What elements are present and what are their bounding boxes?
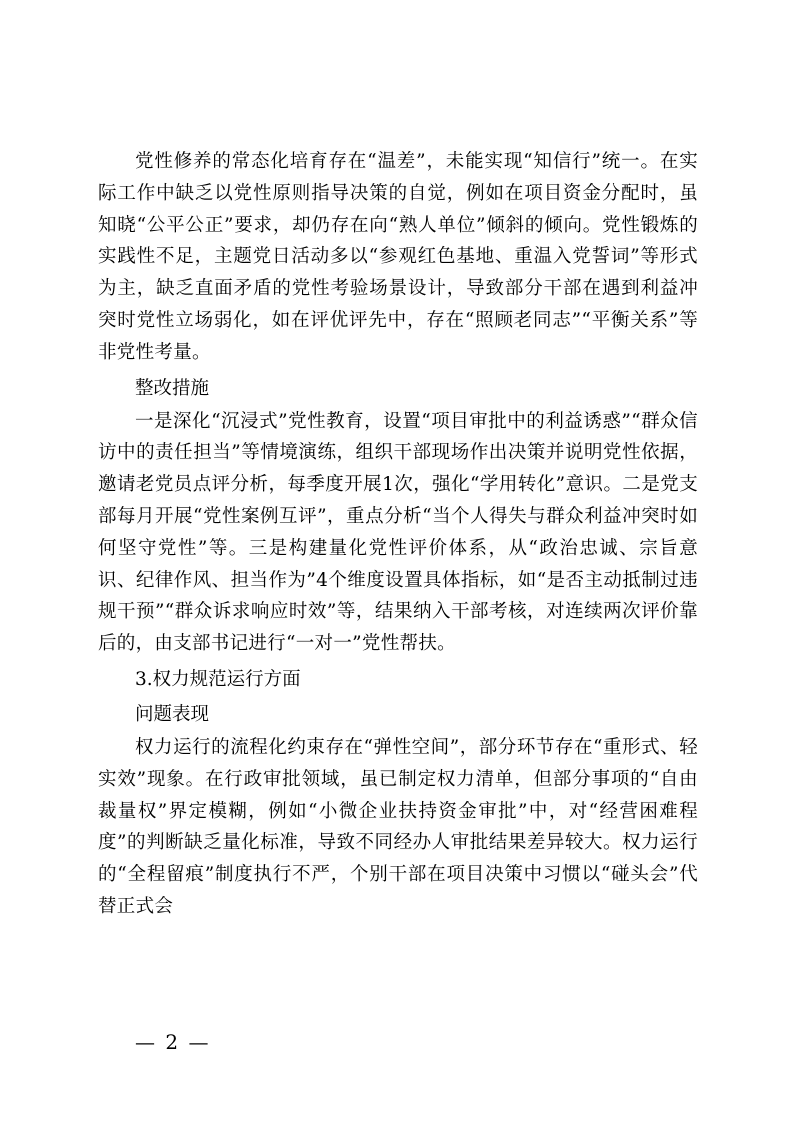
paragraph-power-operation-problem: 权力运行的流程化约束存在“弹性空间”，部分环节存在“重形式、轻实效”现象。在行政审批领域，虽已制定权力清单，但部分事项的“自由裁量权”界定模糊，例如“小微企业扶持资金审批”中，对“经营困难程度”的判断缺乏量化标准，导致不同经办人审批结果差异较大。权力运行的“全程留痕”制度执行不严，个别干部在项目决策中习惯以“碰头会”代替正式会 — [98, 736, 698, 917]
heading-rectification-measures: 整改措施 — [135, 377, 210, 399]
heading-problem-manifestation: 问题表现 — [135, 703, 210, 725]
paragraph-rectification-measures: 一是深化“沉浸式”党性教育，设置“项目审批中的利益诱惑”“群众信访中的责任担当”等情境演练，组织干部现场作出决策并说明党性依据，邀请老党员点评分析，每季度开展1次，强化“学用转化”意识。二是党支部每月开展“党性案例互评”，重点分析“当个人得失与群众利益冲突时如何坚守党性”等。三是构建量化党性评价体系，从“政治忠诚、宗旨意识、纪律作风、担当作为”4个维度设置具体指标，如“是否主动抵制过违规干预”“群众诉求响应时效”等，结果纳入干部考核，对连续两次评价靠后的，由支部书记进行“一对一”党性帮扶。 — [98, 410, 698, 655]
page-number: — 2 — — [135, 1030, 211, 1054]
paragraph-party-spirit-problem: 党性修养的常态化培育存在“温差”，未能实现“知信行”统一。在实际工作中缺乏以党性原则指导决策的自觉，例如在项目资金分配时，虽知晓“公平公正”要求，却仍存在向“熟人单位”倾斜的倾向。党性锻炼的实践性不足，主题党日活动多以“参观红色基地、重温入党誓词”等形式为主，缺乏直面矛盾的党性考验场景设计，导致部分干部在遇到利益冲突时党性立场弱化，如在评优评先中，存在“照顾老同志”“平衡关系”等非党性考量。 — [98, 151, 698, 363]
heading-power-operation: 3.权力规范运行方面 — [135, 668, 301, 690]
document-body — [98, 146, 698, 923]
